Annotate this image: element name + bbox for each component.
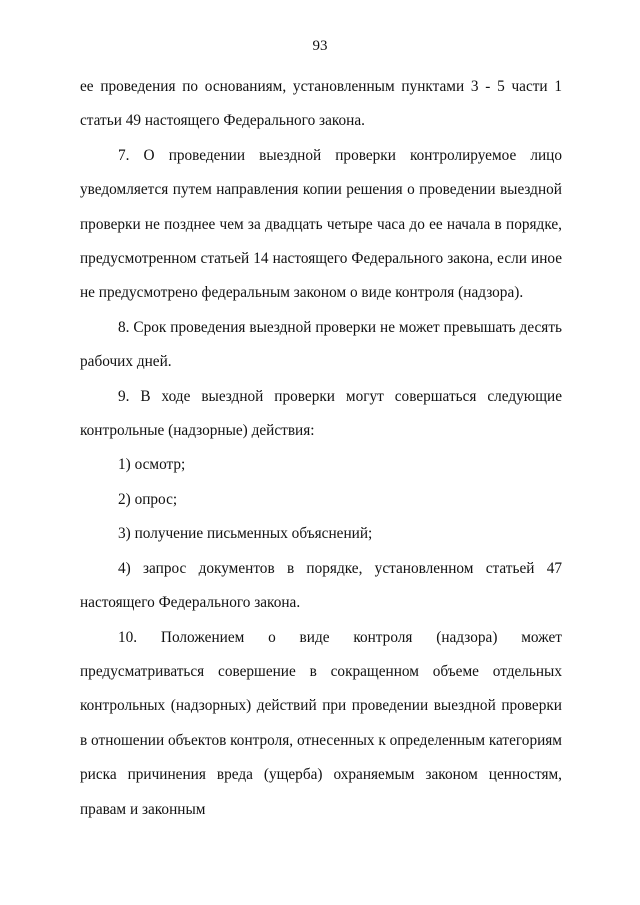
paragraph-continuation: ее проведения по основаниям, установленным пунктами 3 - 5 части 1 статьи 49 настоящего Федерального закона. [80,78,562,130]
list-item-2: 2) опрос; [118,490,178,508]
paragraph-item-7: 7. О проведении выездной проверки контролируемое лицо уведомляется путем направления копии решения о проведении выездной проверки не позднее чем за двадцать четыре часа до ее начала в порядке, предусмотренном статьей 14 настоящего Федерального закона, если иное не предусмотрено федеральным законом о виде контроля (надзора). [80,146,562,302]
list-item-4: 4) запрос документов в порядке, установленном статьей 47 настоящего Федерального закона. [80,559,562,612]
list-item-1: 1) осмотр; [118,456,186,474]
paragraph-item-10: 10. Положением о виде контроля (надзора) может предусматриваться совершение в сокращенном объеме отдельных контрольных (надзорных) действий при проведении выездной проверки в отношении объектов контроля, отнесенных к определенным категориям риска причинения вреда (ущерба) охраняемым законом ценностям, правам и законным [80,628,562,818]
list-item-3: 3) получение письменных объяснений; [118,525,373,543]
page-number: 93 [312,38,328,54]
body-text [80,70,562,827]
paragraph-item-8: 8. Срок проведения выездной проверки не может превышать десять рабочих дней. [80,318,562,371]
paragraph-item-9: 9. В ходе выездной проверки могут совершаться следующие контрольные (надзорные) действия: [80,387,562,440]
